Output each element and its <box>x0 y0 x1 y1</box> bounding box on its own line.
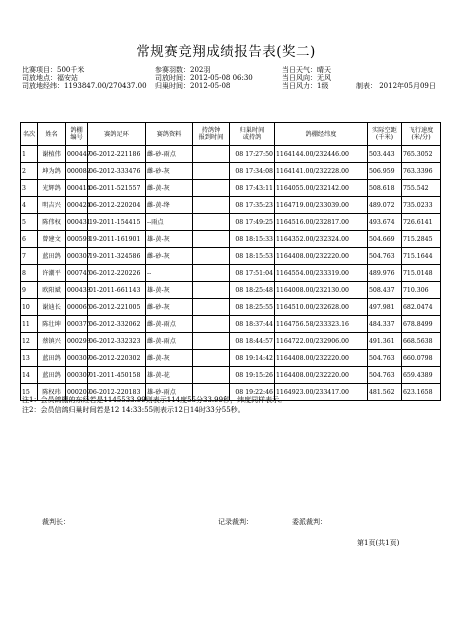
table-cell: 06-2012-221186 <box>88 146 146 163</box>
table-cell: 雌-黄-雨点 <box>146 333 193 350</box>
table-cell: 506.959 <box>368 163 402 180</box>
info-pigeon-count: 参赛羽数：202羽 <box>155 66 211 74</box>
column-header: 赛鸽足环 <box>88 123 146 146</box>
table-cell <box>193 333 230 350</box>
table-cell: --雨点 <box>146 214 193 231</box>
table-cell: 000082 <box>66 163 88 180</box>
table-cell: 5 <box>21 214 38 231</box>
table-cell: 06-2012-220226 <box>88 265 146 282</box>
table-row <box>21 180 441 197</box>
table-cell: 光辉鸽 <box>38 180 66 197</box>
table-cell: 11 <box>21 316 38 333</box>
table-cell: 蔡镇兴 <box>38 333 66 350</box>
table-cell: 曾建文 <box>38 231 66 248</box>
table-cell: 668.5638 <box>402 333 441 350</box>
table-cell: 000438 <box>66 282 88 299</box>
table-cell: 8 <box>21 265 38 282</box>
table-cell: 雌-黄-雨点 <box>146 316 193 333</box>
table-cell: 欧阳斌 <box>38 282 66 299</box>
table-cell: 雌-黄-绛 <box>146 197 193 214</box>
table-cell: 489.976 <box>368 265 402 282</box>
table-row <box>21 367 441 384</box>
table-cell: 雄-砂-雨点 <box>146 384 193 401</box>
table-cell: 755.542 <box>402 180 441 197</box>
table-cell: 06-2012-333476 <box>88 163 146 180</box>
column-header: 鸽棚 编号 <box>66 123 88 146</box>
table-cell: 3 <box>21 180 38 197</box>
info-wind-direction: 当日风向：无风 <box>282 74 331 82</box>
table-header <box>21 123 441 146</box>
table-cell: 陈伟权 <box>38 214 66 231</box>
info-release-time: 司放时间：2012-05-08 06:30 <box>155 74 253 82</box>
table-cell: 504.669 <box>368 231 402 248</box>
table-cell: 12 <box>21 333 38 350</box>
table-cell: 1164756.58/233323.16 <box>275 316 368 333</box>
table-cell: 19-2011-154415 <box>88 214 146 231</box>
table-cell <box>193 163 230 180</box>
column-header: 实际空距 (千米) <box>368 123 402 146</box>
results-table <box>20 122 441 401</box>
table-cell: 1164408.00/232220.00 <box>275 248 368 265</box>
info-project: 比赛项目：500千米 <box>22 66 85 74</box>
table-cell: 000065 <box>66 299 88 316</box>
info-return-date: 归巢时间：2012-05-08 <box>155 82 231 90</box>
table-cell: 000375 <box>66 316 88 333</box>
table-row <box>21 146 441 163</box>
table-cell: 08 18:37:44 <box>230 316 275 333</box>
table-cell: 15 <box>21 384 38 401</box>
table-cell: 陈权玮 <box>38 384 66 401</box>
table-cell: 6 <box>21 231 38 248</box>
table-cell: 坤为鸽 <box>38 163 66 180</box>
table-cell: 000424 <box>66 197 88 214</box>
table-cell: 06-2012-220204 <box>88 197 146 214</box>
info-made-date: 制表： 2012年05月09日 <box>356 82 436 90</box>
table-cell: 489.072 <box>368 197 402 214</box>
table-cell: 1164923.00/233417.00 <box>275 384 368 401</box>
table-cell: -- <box>146 265 193 282</box>
table-cell: 06-2012-332323 <box>88 333 146 350</box>
table-cell: 481.562 <box>368 384 402 401</box>
table-cell: 491.361 <box>368 333 402 350</box>
table-cell: 08 19:14:42 <box>230 350 275 367</box>
table-cell: 503.443 <box>368 146 402 163</box>
table-cell: 08 18:25:55 <box>230 299 275 316</box>
table-row <box>21 350 441 367</box>
table-cell: 蓝田鸽 <box>38 248 66 265</box>
delegate-label: 委派裁判： <box>292 518 327 526</box>
table-cell: 726.6141 <box>402 214 441 231</box>
table-row <box>21 231 441 248</box>
table-cell: 1164554.00/233319.00 <box>275 265 368 282</box>
table-cell: 2 <box>21 163 38 180</box>
table-cell: 508.437 <box>368 282 402 299</box>
note-1: 注1：会员鸽棚的东经若是1145533.99则表示114度55分33.99秒，纬度同样表示。 <box>22 396 287 404</box>
table-cell: 000593 <box>66 231 88 248</box>
table-cell: 谢迪长 <box>38 299 66 316</box>
report-title: 常规赛竞翔成绩报告表(奖二) <box>136 44 316 60</box>
table-cell: 1 <box>21 146 38 163</box>
table-cell: 08 17:35:23 <box>230 197 275 214</box>
table-cell: 4 <box>21 197 38 214</box>
judge-label: 裁判长： <box>42 518 70 526</box>
table-cell: 1164352.00/232324.00 <box>275 231 368 248</box>
table-cell: 000307 <box>66 248 88 265</box>
table-cell: 1164408.00/232220.00 <box>275 350 368 367</box>
table-cell: 19-2011-324586 <box>88 248 146 265</box>
table-cell: 雄-黄-灰 <box>146 282 193 299</box>
column-header: 赛鸽资料 <box>146 123 193 146</box>
column-header: 鸽棚经纬度 <box>275 123 368 146</box>
table-cell <box>193 299 230 316</box>
table-cell: 08 18:15:53 <box>230 248 275 265</box>
table-cell: 682.0474 <box>402 299 441 316</box>
table-cell <box>193 350 230 367</box>
table-cell: 雌-黄-灰 <box>146 350 193 367</box>
recorder-label: 记录裁判： <box>218 518 253 526</box>
table-cell: 雌-砂-灰 <box>146 248 193 265</box>
table-cell: 623.1658 <box>402 384 441 401</box>
table-cell: 1164141.00/232228.00 <box>275 163 368 180</box>
table-cell: 蓝田鸽 <box>38 367 66 384</box>
table-cell: 08 17:43:11 <box>230 180 275 197</box>
table-cell: 06-2012-332062 <box>88 316 146 333</box>
table-cell: 000431 <box>66 214 88 231</box>
info-release-coords: 司放地经纬：1193847.00/270437.00 <box>22 82 147 90</box>
table-cell: 08 17:34:08 <box>230 163 275 180</box>
table-cell: 508.618 <box>368 180 402 197</box>
table-row <box>21 299 441 316</box>
table-cell: 01-2011-661143 <box>88 282 146 299</box>
info-weather: 当日天气：晴天 <box>282 66 331 74</box>
table-cell <box>193 282 230 299</box>
table-row <box>21 265 441 282</box>
table-cell <box>193 231 230 248</box>
table-cell: 08 18:25:48 <box>230 282 275 299</box>
table-cell: 7 <box>21 248 38 265</box>
table-row <box>21 282 441 299</box>
column-header: 姓名 <box>38 123 66 146</box>
table-cell: 雌-黄-灰 <box>146 180 193 197</box>
table-cell: 08 18:15:33 <box>230 231 275 248</box>
table-cell: 000307 <box>66 367 88 384</box>
table-cell: 10 <box>21 299 38 316</box>
table-cell <box>193 248 230 265</box>
table-cell: 000307 <box>66 350 88 367</box>
info-release-site: 司放地点：福安站 <box>22 74 78 82</box>
table-cell: 504.763 <box>368 248 402 265</box>
table-cell: 1164722.00/232906.00 <box>275 333 368 350</box>
table-cell: 9 <box>21 282 38 299</box>
table-row <box>21 163 441 180</box>
table-cell: 504.763 <box>368 350 402 367</box>
table-cell: 雌-砂-雨点 <box>146 146 193 163</box>
note-2: 注2：会员信鸽归巢时间若是12 14:33:55则表示12日14时33分55秒。 <box>22 406 245 414</box>
table-cell <box>193 146 230 163</box>
table-cell: 13 <box>21 350 38 367</box>
column-header: 归巢时间 或持鸽 <box>230 123 275 146</box>
table-cell: 715.1644 <box>402 248 441 265</box>
table-row <box>21 248 441 265</box>
table-cell: 06-2012-220183 <box>88 384 146 401</box>
table-cell: 19-2011-161901 <box>88 231 146 248</box>
table-cell: 1164510.00/232628.00 <box>275 299 368 316</box>
table-cell: 1164516.00/232817.00 <box>275 214 368 231</box>
table-cell: 雄-黄-灰 <box>146 231 193 248</box>
table-cell: 01-2011-450158 <box>88 367 146 384</box>
table-row <box>21 333 441 350</box>
table-cell: 715.2845 <box>402 231 441 248</box>
table-row <box>21 316 441 333</box>
table-cell: 659.4389 <box>402 367 441 384</box>
table-cell: 710.306 <box>402 282 441 299</box>
table-cell: 08 17:51:04 <box>230 265 275 282</box>
table-cell <box>193 316 230 333</box>
table-cell: 1164055.00/232142.00 <box>275 180 368 197</box>
table-cell <box>193 367 230 384</box>
table-cell: 765.3052 <box>402 146 441 163</box>
table-cell: 06-2011-521557 <box>88 180 146 197</box>
table-cell: 08 18:44:57 <box>230 333 275 350</box>
table-cell: 715.0148 <box>402 265 441 282</box>
table-row <box>21 214 441 231</box>
table-cell: 735.0233 <box>402 197 441 214</box>
table-row <box>21 197 441 214</box>
table-cell: 陈壮坤 <box>38 316 66 333</box>
table-cell: 明吉兴 <box>38 197 66 214</box>
table-cell: 1164144.00/232446.00 <box>275 146 368 163</box>
column-header: 飞行速度 (米/分) <box>402 123 441 146</box>
header-row <box>21 123 441 146</box>
table-cell: 000209 <box>66 384 88 401</box>
table-cell: 493.674 <box>368 214 402 231</box>
table-cell: 484.337 <box>368 316 402 333</box>
table-cell: 08 19:22:46 <box>230 384 275 401</box>
table-cell: 000414 <box>66 180 88 197</box>
table-cell: 000447 <box>66 146 88 163</box>
table-cell <box>193 197 230 214</box>
table-cell: 678.8499 <box>402 316 441 333</box>
table-cell: 许潮平 <box>38 265 66 282</box>
table-cell: 雌-砂-灰 <box>146 299 193 316</box>
table-cell: 06-2012-220302 <box>88 350 146 367</box>
table-cell: 06-2012-221005 <box>88 299 146 316</box>
table-cell: 蓝田鸽 <box>38 350 66 367</box>
table-cell: 1164719.00/233039.00 <box>275 197 368 214</box>
table-cell: 1164008.00/232130.00 <box>275 282 368 299</box>
table-cell: 1164408.00/232220.00 <box>275 367 368 384</box>
page-number: 第1页(共1页) <box>357 539 400 547</box>
table-body <box>21 146 441 401</box>
column-header: 持鸽钟 报到时间 <box>193 123 230 146</box>
table-cell: 497.981 <box>368 299 402 316</box>
column-header: 名次 <box>21 123 38 146</box>
table-cell: 谢植伟 <box>38 146 66 163</box>
table-cell: 雄-黄-花 <box>146 367 193 384</box>
table-cell: 000293 <box>66 333 88 350</box>
table-cell: 000745 <box>66 265 88 282</box>
table-cell: 08 17:27:50 <box>230 146 275 163</box>
table-cell <box>193 214 230 231</box>
table-cell: 660.0798 <box>402 350 441 367</box>
table-cell: 08 19:15:26 <box>230 367 275 384</box>
table-cell <box>193 265 230 282</box>
info-wind-force: 当日风力：1级 <box>282 82 329 90</box>
table-cell: 雌-砂-灰 <box>146 163 193 180</box>
table-cell: 08 17:49:25 <box>230 214 275 231</box>
table-cell: 763.3396 <box>402 163 441 180</box>
table-cell <box>193 180 230 197</box>
table-cell: 504.763 <box>368 367 402 384</box>
table-cell: 14 <box>21 367 38 384</box>
